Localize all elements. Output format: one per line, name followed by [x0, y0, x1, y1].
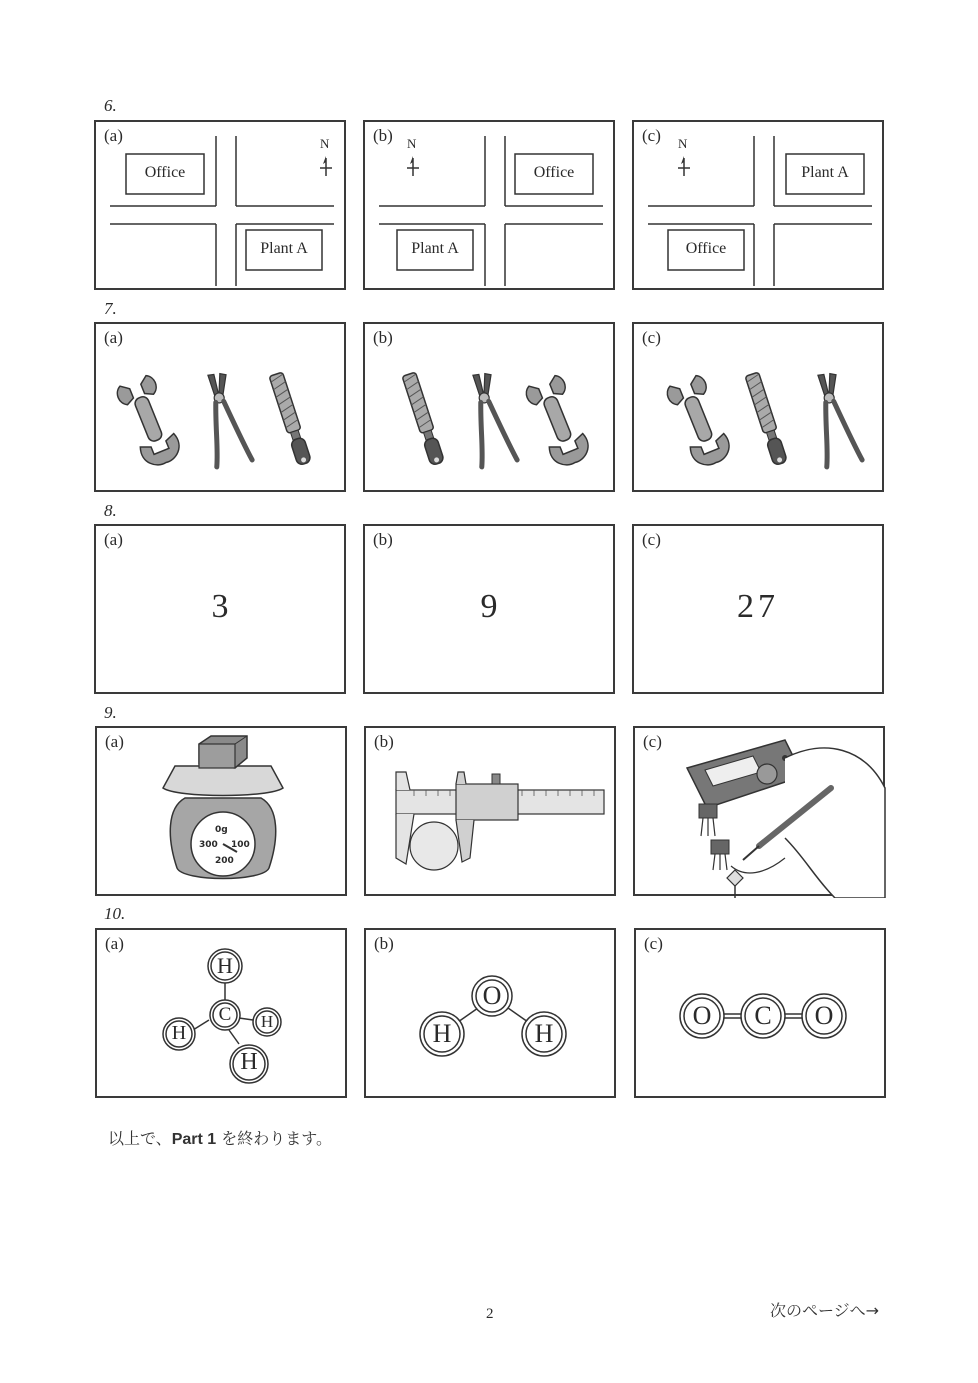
plant-label: Plant A — [801, 164, 849, 181]
pliers-icon — [469, 371, 517, 467]
option-label: (a) — [104, 126, 123, 145]
q6-option-a[interactable] — [94, 120, 346, 290]
map-diagram — [634, 122, 886, 292]
atom-label: H — [217, 953, 233, 978]
q10-option-b[interactable] — [364, 928, 616, 1098]
option-label: (a) — [104, 328, 123, 347]
atom-label: O — [692, 1001, 712, 1030]
page-number: 2 — [486, 1306, 494, 1322]
wrench-icon — [523, 373, 593, 470]
atom-label: C — [218, 1004, 232, 1025]
file-tool-icon — [402, 372, 444, 466]
question-number: 6. — [104, 96, 117, 115]
atom-label: H — [171, 1022, 187, 1044]
number-value: 3 — [211, 588, 229, 625]
q10-option-a[interactable] — [95, 928, 347, 1098]
file-tool-icon — [745, 372, 787, 466]
number-value: 27 — [737, 588, 779, 625]
q7-option-c[interactable] — [632, 322, 884, 492]
option-label: (c) — [642, 530, 661, 549]
next-page-indicator: 次のページへ→ — [770, 1301, 880, 1320]
note-part-label: Part 1 — [171, 1131, 217, 1148]
wrench-icon — [114, 373, 184, 470]
note-suffix: を終わります。 — [216, 1129, 332, 1148]
q10-option-c[interactable] — [634, 928, 886, 1098]
q7-option-b[interactable] — [363, 322, 615, 492]
office-label: Office — [144, 164, 186, 181]
option-label: (c) — [642, 126, 661, 145]
map-diagram — [96, 122, 348, 292]
tools-illustration — [365, 324, 617, 494]
option-label: (b) — [374, 934, 394, 953]
q6-option-c[interactable] — [632, 120, 884, 290]
question-number: 9. — [104, 703, 117, 722]
scale-label-top: 0g — [215, 825, 228, 835]
pliers-icon — [814, 371, 862, 467]
atom-label: H — [240, 1049, 258, 1075]
file-tool-icon — [269, 372, 311, 466]
note-prefix: 以上で、 — [108, 1129, 172, 1148]
kitchen-scale-icon — [97, 728, 349, 898]
q9-option-b[interactable] — [364, 726, 616, 896]
caliper-icon — [366, 728, 618, 898]
number-value: 9 — [480, 588, 498, 625]
option-label: (b) — [373, 530, 393, 549]
scale-label-left: 300 — [199, 840, 218, 850]
q7-option-a[interactable] — [94, 322, 346, 492]
option-label: (c) — [642, 328, 661, 347]
option-label: (c) — [644, 934, 663, 953]
tools-illustration — [634, 324, 886, 494]
q6-option-b[interactable] — [363, 120, 615, 290]
office-label: Office — [533, 164, 575, 181]
plant-label: Plant A — [411, 240, 459, 257]
option-label: (b) — [373, 126, 393, 145]
water-molecule — [366, 930, 618, 1100]
option-label: (b) — [374, 732, 394, 751]
end-of-part-note — [108, 1126, 332, 1149]
north-label: N — [320, 136, 330, 151]
question-number: 8. — [104, 501, 117, 520]
q8-option-a[interactable] — [94, 524, 346, 694]
north-label: N — [407, 136, 417, 151]
option-label: (a) — [105, 934, 124, 953]
option-label: (a) — [104, 530, 123, 549]
atom-label: H — [432, 1019, 452, 1048]
atom-label: O — [814, 1001, 834, 1030]
option-label: (a) — [105, 732, 124, 751]
atom-label: C — [754, 1001, 772, 1030]
q8-option-c[interactable] — [632, 524, 884, 694]
question-number: 7. — [104, 299, 117, 318]
q8-option-b[interactable] — [363, 524, 615, 694]
pliers-icon — [204, 371, 252, 467]
scale-label-bottom: 200 — [215, 856, 234, 866]
atom-label: O — [482, 981, 502, 1010]
multimeter-icon — [635, 728, 887, 898]
scale-label-right: 100 — [231, 840, 250, 850]
north-label: N — [678, 136, 688, 151]
option-label: (c) — [643, 732, 662, 751]
atom-label: H — [534, 1019, 554, 1048]
wrench-icon — [664, 373, 734, 470]
map-diagram — [365, 122, 617, 292]
plant-label: Plant A — [260, 240, 308, 257]
option-label: (b) — [373, 328, 393, 347]
atom-label: H — [260, 1012, 274, 1031]
q9-option-c[interactable] — [633, 726, 885, 896]
q9-option-a[interactable] — [95, 726, 347, 896]
tools-illustration — [96, 324, 348, 494]
office-label: Office — [685, 240, 727, 257]
question-number: 10. — [104, 904, 126, 923]
